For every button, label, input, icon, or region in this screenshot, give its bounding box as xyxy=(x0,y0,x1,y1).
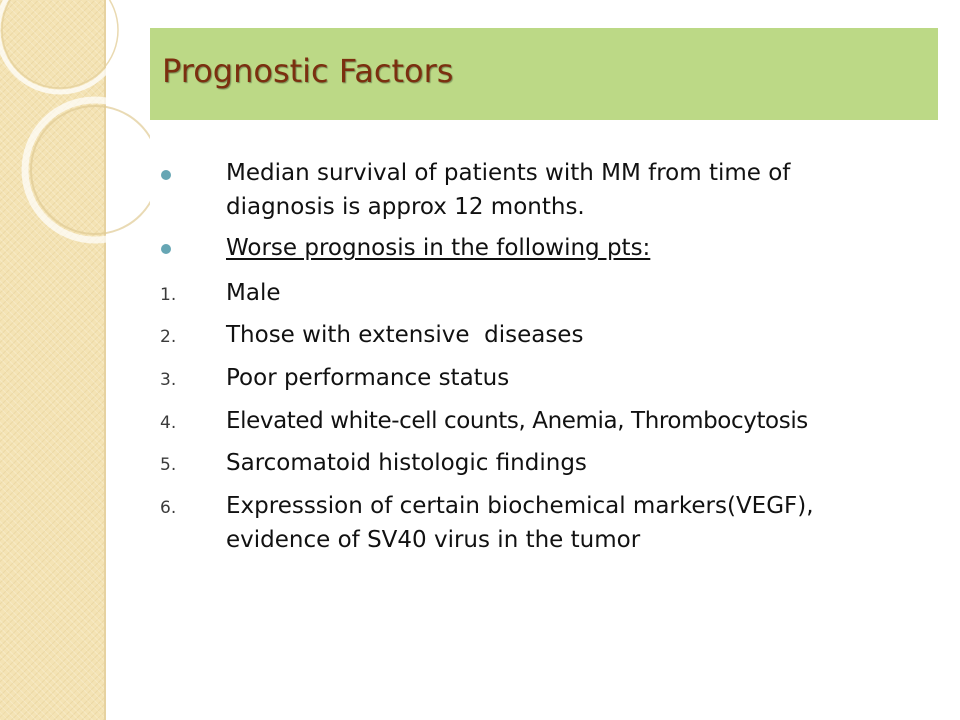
list-number: 2. xyxy=(160,327,177,347)
list-item: Expresssion of certain biochemical markers(VEGF), xyxy=(226,493,814,519)
list-number: 1. xyxy=(160,285,177,305)
bullet-text-line: Median survival of patients with MM from time of xyxy=(226,160,791,186)
list-number: 5. xyxy=(160,455,177,475)
list-number: 4. xyxy=(160,413,177,433)
list-number: 3. xyxy=(160,370,177,390)
list-item: Those with extensive diseases xyxy=(226,322,584,348)
bullet-text-line: diagnosis is approx 12 months. xyxy=(226,194,585,220)
list-item: Elevated white-cell counts, Anemia, Thrombocytosis xyxy=(226,408,808,434)
slide-title: Prognostic Factors xyxy=(162,52,454,90)
list-item: Sarcomatoid histologic findings xyxy=(226,450,587,476)
list-item: Poor performance status xyxy=(226,365,510,391)
list-number: 6. xyxy=(160,498,177,518)
list-item: Male xyxy=(226,280,281,306)
bullet-dot-icon xyxy=(161,170,171,180)
bullet-text-line: Worse prognosis in the following pts: xyxy=(226,235,651,261)
bullet-dot-icon xyxy=(161,244,171,254)
list-item-continuation: evidence of SV40 virus in the tumor xyxy=(226,527,641,553)
